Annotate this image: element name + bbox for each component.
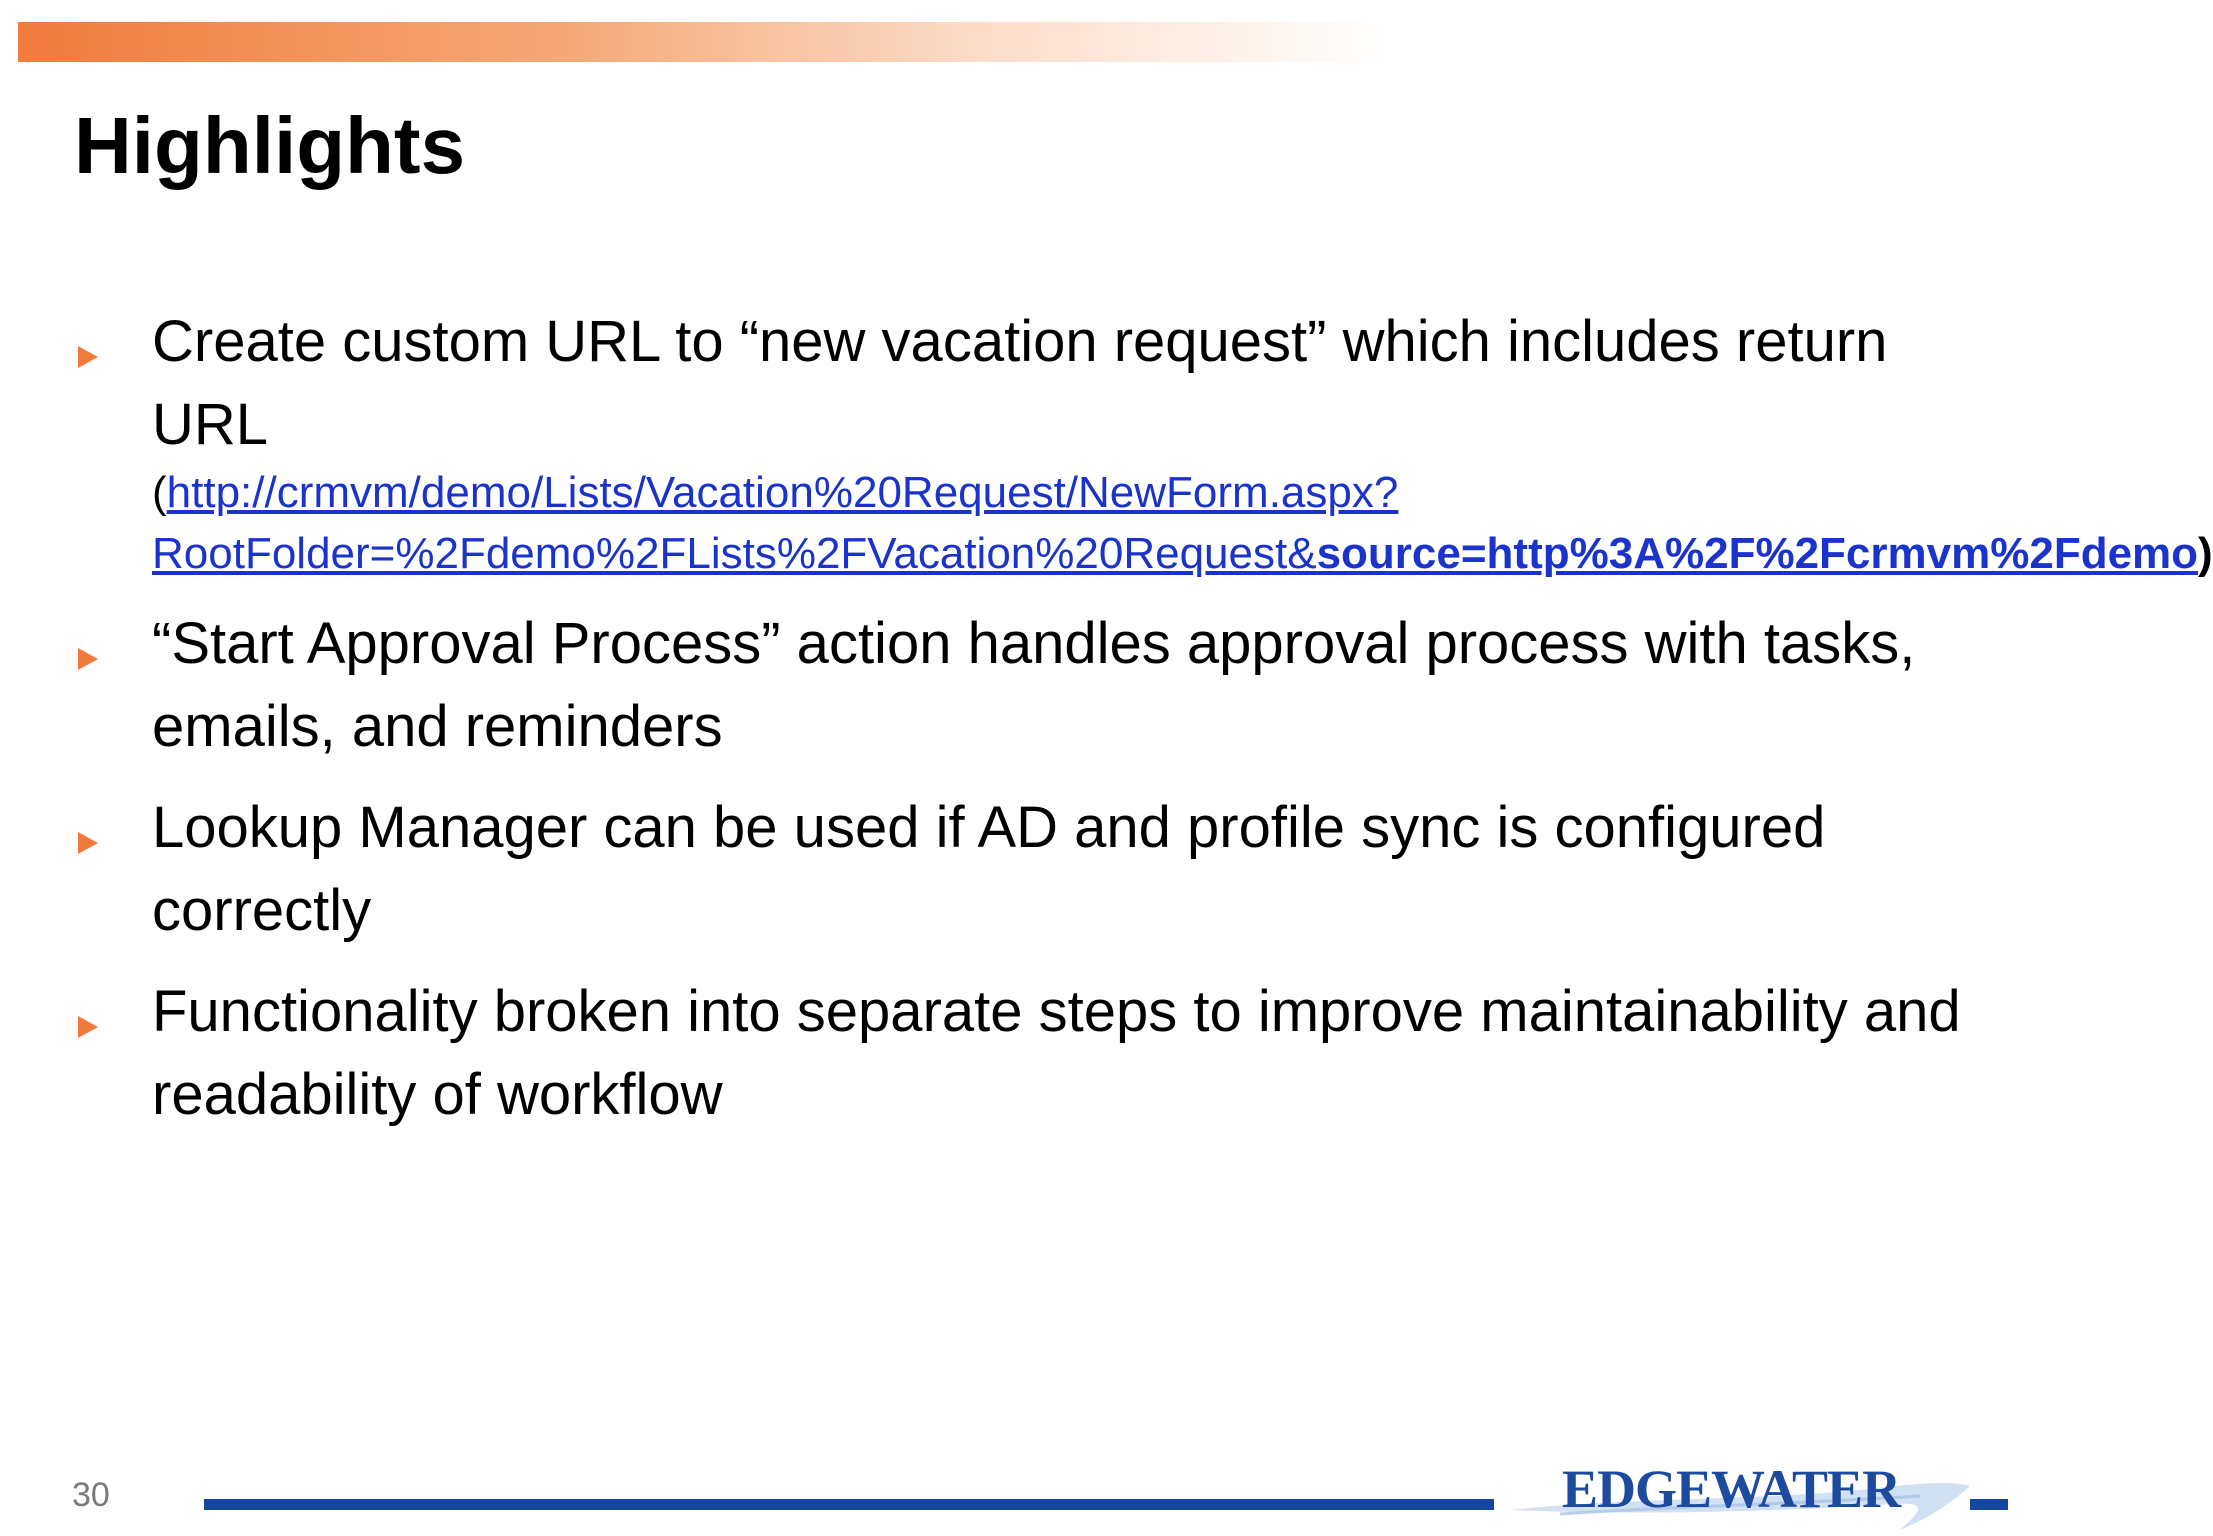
triangle-right-bullet-icon <box>78 1016 98 1038</box>
bullet-text: Create custom URL to “new vacation request” which includes return URL <box>152 309 1888 457</box>
footer-bar-left <box>204 1499 1494 1510</box>
url-link[interactable]: http://crmvm/demo/Lists/Vacation%20Request/NewForm.aspx?RootFolder=%2Fdemo%2FLists%2FVacation%20Request& <box>152 468 1399 578</box>
close-paren: ) <box>2198 529 2213 578</box>
bullet-item-custom-url <box>70 300 2213 584</box>
bullet-list <box>70 300 2213 1154</box>
open-paren: ( <box>152 468 167 517</box>
triangle-right-bullet-icon <box>78 832 98 854</box>
bullet-item-approval-process <box>70 602 2000 768</box>
edgewater-logo <box>1500 1460 1975 1536</box>
url-link-source-param[interactable]: source=http%3A%2F%2Fcrmvm%2Fdemo <box>1316 529 2199 578</box>
triangle-right-bullet-icon <box>78 648 98 670</box>
bullet-item-lookup-manager <box>70 786 2000 952</box>
page-number: 30 <box>72 1476 110 1514</box>
bullet-item-functionality <box>70 970 2000 1136</box>
bullet-text: Lookup Manager can be used if AD and profile sync is configured correctly <box>152 795 1826 943</box>
bullet-text: Functionality broken into separate steps to improve maintainability and readability of workflow <box>152 979 1961 1127</box>
footer-bar-right <box>1970 1499 2008 1510</box>
triangle-right-bullet-icon <box>78 346 98 368</box>
slide-title: Highlights <box>74 101 466 190</box>
url-example <box>152 462 2213 584</box>
bullet-text: “Start Approval Process” action handles approval process with tasks, emails, and reminders <box>152 611 1916 759</box>
logo-text: EDGEWATER <box>1562 1459 1901 1519</box>
top-accent-bar <box>18 22 1388 62</box>
